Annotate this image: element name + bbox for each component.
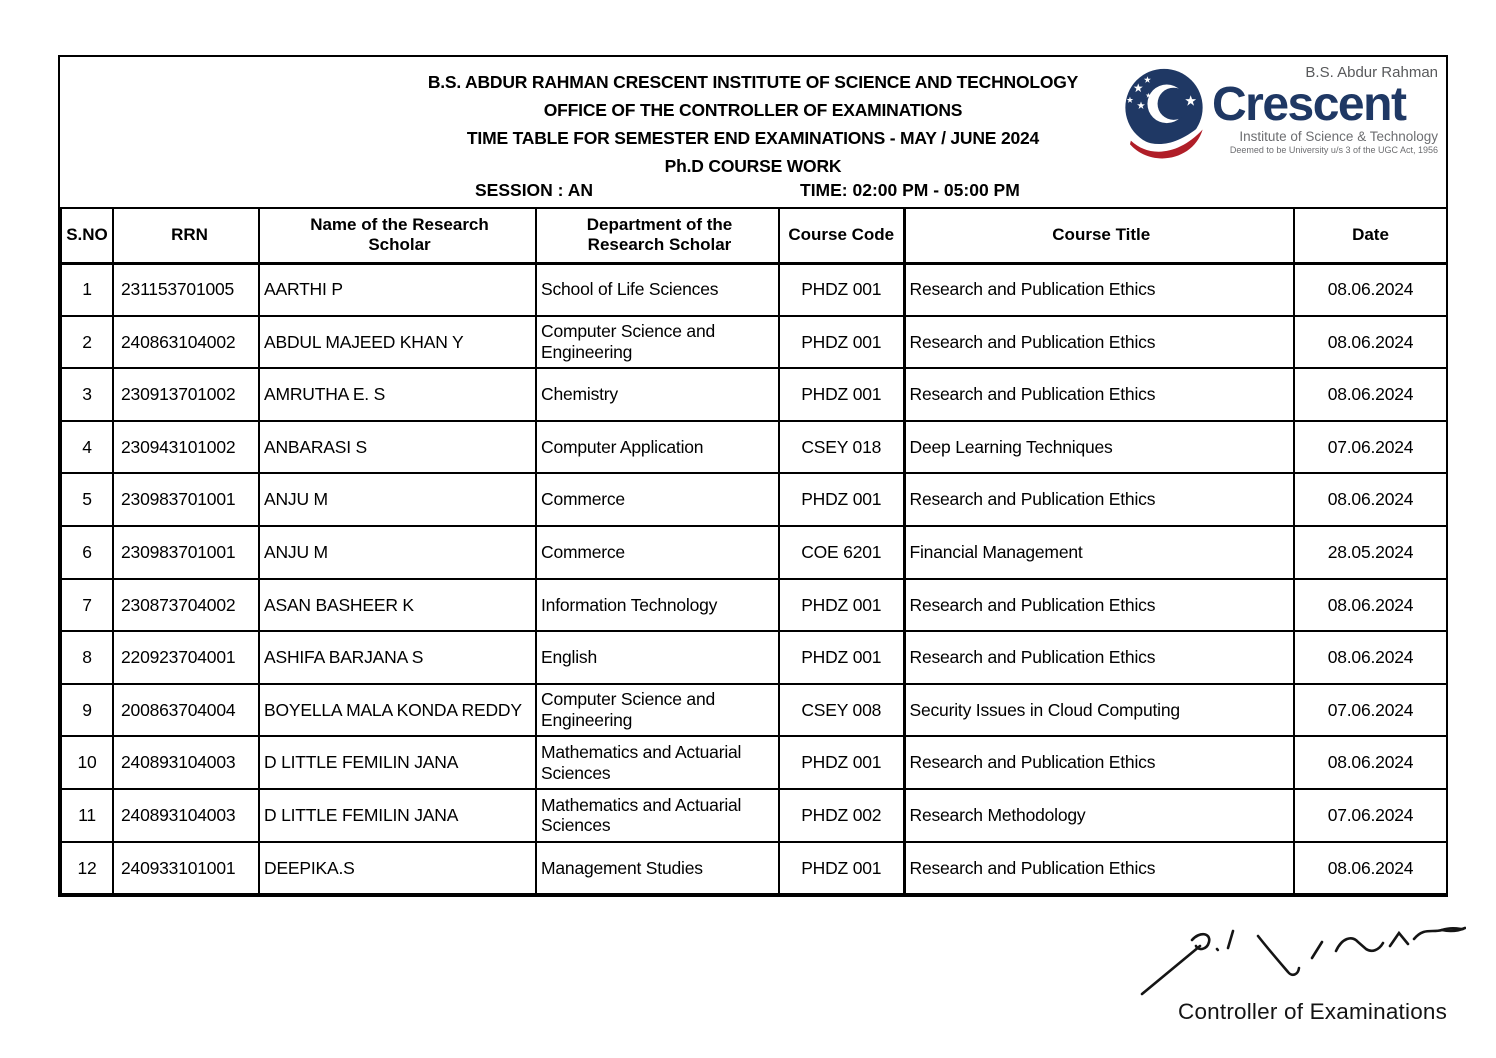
table-row [61,736,1447,789]
cell-rrn: 200863704004 [113,684,259,737]
table-row [61,316,1447,369]
cell-date: 08.06.2024 [1294,368,1447,421]
course-title-line: Ph.D COURSE WORK [664,156,842,176]
signature-icon [1136,916,1466,1002]
cell-dept: Management Studies [536,842,779,895]
cell-name: AARTHI P [259,263,536,316]
cell-name: ABDUL MAJEED KHAN Y [259,316,536,369]
cell-name: ANJU M [259,526,536,579]
cell-sno: 9 [61,684,113,737]
cell-dept: School of Life Sciences [536,263,779,316]
cell-sno: 3 [61,368,113,421]
cell-dept: Mathematics and Actuarial Sciences [536,736,779,789]
cell-dept: Commerce [536,526,779,579]
column-header-title [904,208,1294,263]
signatory-label: Controller of Examinations [1178,999,1448,1024]
cell-date: 08.06.2024 [1294,316,1447,369]
cell-date: 08.06.2024 [1294,736,1447,789]
cell-name: ANBARASI S [259,421,536,474]
logo-text-block [1204,64,1438,156]
column-header-date-label: Date [1352,224,1389,244]
cell-sno: 11 [61,789,113,842]
cell-name: D LITTLE FEMILIN JANA [259,736,536,789]
cell-sno: 8 [61,631,113,684]
timetable [60,207,1448,895]
cell-date: 08.06.2024 [1294,579,1447,632]
cell-dept: Commerce [536,473,779,526]
header-row [61,208,1447,263]
cell-date: 28.05.2024 [1294,526,1447,579]
cell-sno: 1 [61,263,113,316]
cell-date: 08.06.2024 [1294,631,1447,684]
cell-code: PHDZ 001 [779,579,904,632]
column-header-dept-label: Department of the Research Scholar [586,214,733,255]
cell-sno: 10 [61,736,113,789]
cell-name: ASAN BASHEER K [259,579,536,632]
cell-title: Research and Publication Ethics [904,316,1294,369]
cell-date: 08.06.2024 [1294,473,1447,526]
cell-code: CSEY 018 [779,421,904,474]
cell-rrn: 240863104002 [113,316,259,369]
cell-code: PHDZ 001 [779,736,904,789]
cell-name: AMRUTHA E. S [259,368,536,421]
cell-sno: 4 [61,421,113,474]
cell-title: Research and Publication Ethics [904,736,1294,789]
cell-date: 07.06.2024 [1294,684,1447,737]
table-row [61,421,1447,474]
cell-title: Research and Publication Ethics [904,263,1294,316]
column-header-name-label: Name of the Research Scholar [310,214,489,255]
cell-dept: Information Technology [536,579,779,632]
cell-rrn: 230943101002 [113,421,259,474]
column-header-dept [536,208,779,263]
time-label: TIME: 02:00 PM - 05:00 PM [800,180,1020,200]
column-header-date [1294,208,1447,263]
cell-sno: 7 [61,579,113,632]
cell-dept: Computer Application [536,421,779,474]
cell-title: Research and Publication Ethics [904,579,1294,632]
cell-dept: English [536,631,779,684]
logo-brand-tagline: Deemed to be University u/s 3 of the UGC Act, 1956 [1229,145,1438,155]
cell-title: Research and Publication Ethics [904,842,1294,895]
cell-sno: 5 [61,473,113,526]
cell-date: 08.06.2024 [1294,263,1447,316]
cell-date: 08.06.2024 [1294,842,1447,895]
table-row [61,368,1447,421]
cell-date: 07.06.2024 [1294,421,1447,474]
cell-sno: 12 [61,842,113,895]
crescent-logo [1116,62,1442,174]
table-row [61,842,1447,895]
cell-code: PHDZ 001 [779,263,904,316]
cell-rrn: 230913701002 [113,368,259,421]
timetable-title: TIME TABLE FOR SEMESTER END EXAMINATIONS - MAY / JUNE 2024 [466,128,1040,148]
cell-name: D LITTLE FEMILIN JANA [259,789,536,842]
cell-title: Research Methodology [904,789,1294,842]
cell-name: ANJU M [259,473,536,526]
cell-name: DEEPIKA.S [259,842,536,895]
cell-code: COE 6201 [779,526,904,579]
cell-rrn: 240893104003 [113,736,259,789]
cell-title: Research and Publication Ethics [904,631,1294,684]
cell-rrn: 220923704001 [113,631,259,684]
cell-dept: Computer Science and Engineering [536,316,779,369]
cell-sno: 2 [61,316,113,369]
cell-date: 07.06.2024 [1294,789,1447,842]
cell-name: ASHIFA BARJANA S [259,631,536,684]
cell-code: CSEY 008 [779,684,904,737]
cell-title: Deep Learning Techniques [904,421,1294,474]
column-header-sno-label: S.NO [66,224,108,244]
table-row [61,263,1447,316]
table-row [61,526,1447,579]
cell-rrn: 230983701001 [113,473,259,526]
office-title: OFFICE OF THE CONTROLLER OF EXAMINATIONS [543,100,963,120]
column-header-name [259,208,536,263]
logo-brand-top: B.S. Abdur Rahman [1305,64,1438,81]
crescent-emblem-icon [1118,66,1210,160]
table-row [61,789,1447,842]
cell-name: BOYELLA MALA KONDA REDDY [259,684,536,737]
cell-rrn: 240933101001 [113,842,259,895]
cell-title: Research and Publication Ethics [904,368,1294,421]
column-header-rrn-label: RRN [171,224,208,244]
column-header-rrn [113,208,259,263]
cell-code: PHDZ 001 [779,631,904,684]
cell-dept: Mathematics and Actuarial Sciences [536,789,779,842]
cell-title: Research and Publication Ethics [904,473,1294,526]
cell-rrn: 231153701005 [113,263,259,316]
timetable-document [58,55,1448,897]
cell-title: Security Issues in Cloud Computing [904,684,1294,737]
cell-rrn: 230873704002 [113,579,259,632]
logo-brand-name: Crescent [1212,78,1406,131]
institute-name: B.S. ABDUR RAHMAN CRESCENT INSTITUTE OF SCIENCE AND TECHNOLOGY [427,72,1079,92]
table-row [61,631,1447,684]
document-header [60,57,1446,207]
cell-rrn: 240893104003 [113,789,259,842]
timetable-body [61,263,1447,894]
cell-code: PHDZ 001 [779,316,904,369]
column-header-code-label: Course Code [788,224,895,244]
cell-dept: Computer Science and Engineering [536,684,779,737]
timetable-head [61,208,1447,263]
cell-title: Financial Management [904,526,1294,579]
cell-sno: 6 [61,526,113,579]
table-row [61,473,1447,526]
cell-code: PHDZ 002 [779,789,904,842]
cell-code: PHDZ 001 [779,368,904,421]
cell-dept: Chemistry [536,368,779,421]
column-header-code [779,208,904,263]
column-header-title-label: Course Title [1052,224,1151,244]
table-row [61,579,1447,632]
table-row [61,684,1447,737]
cell-code: PHDZ 001 [779,842,904,895]
cell-code: PHDZ 001 [779,473,904,526]
logo-brand-subtitle: Institute of Science & Technology [1239,129,1438,144]
cell-rrn: 230983701001 [113,526,259,579]
session-time-line [60,180,1446,208]
column-header-sno [61,208,113,263]
session-label: SESSION : AN [475,180,593,200]
